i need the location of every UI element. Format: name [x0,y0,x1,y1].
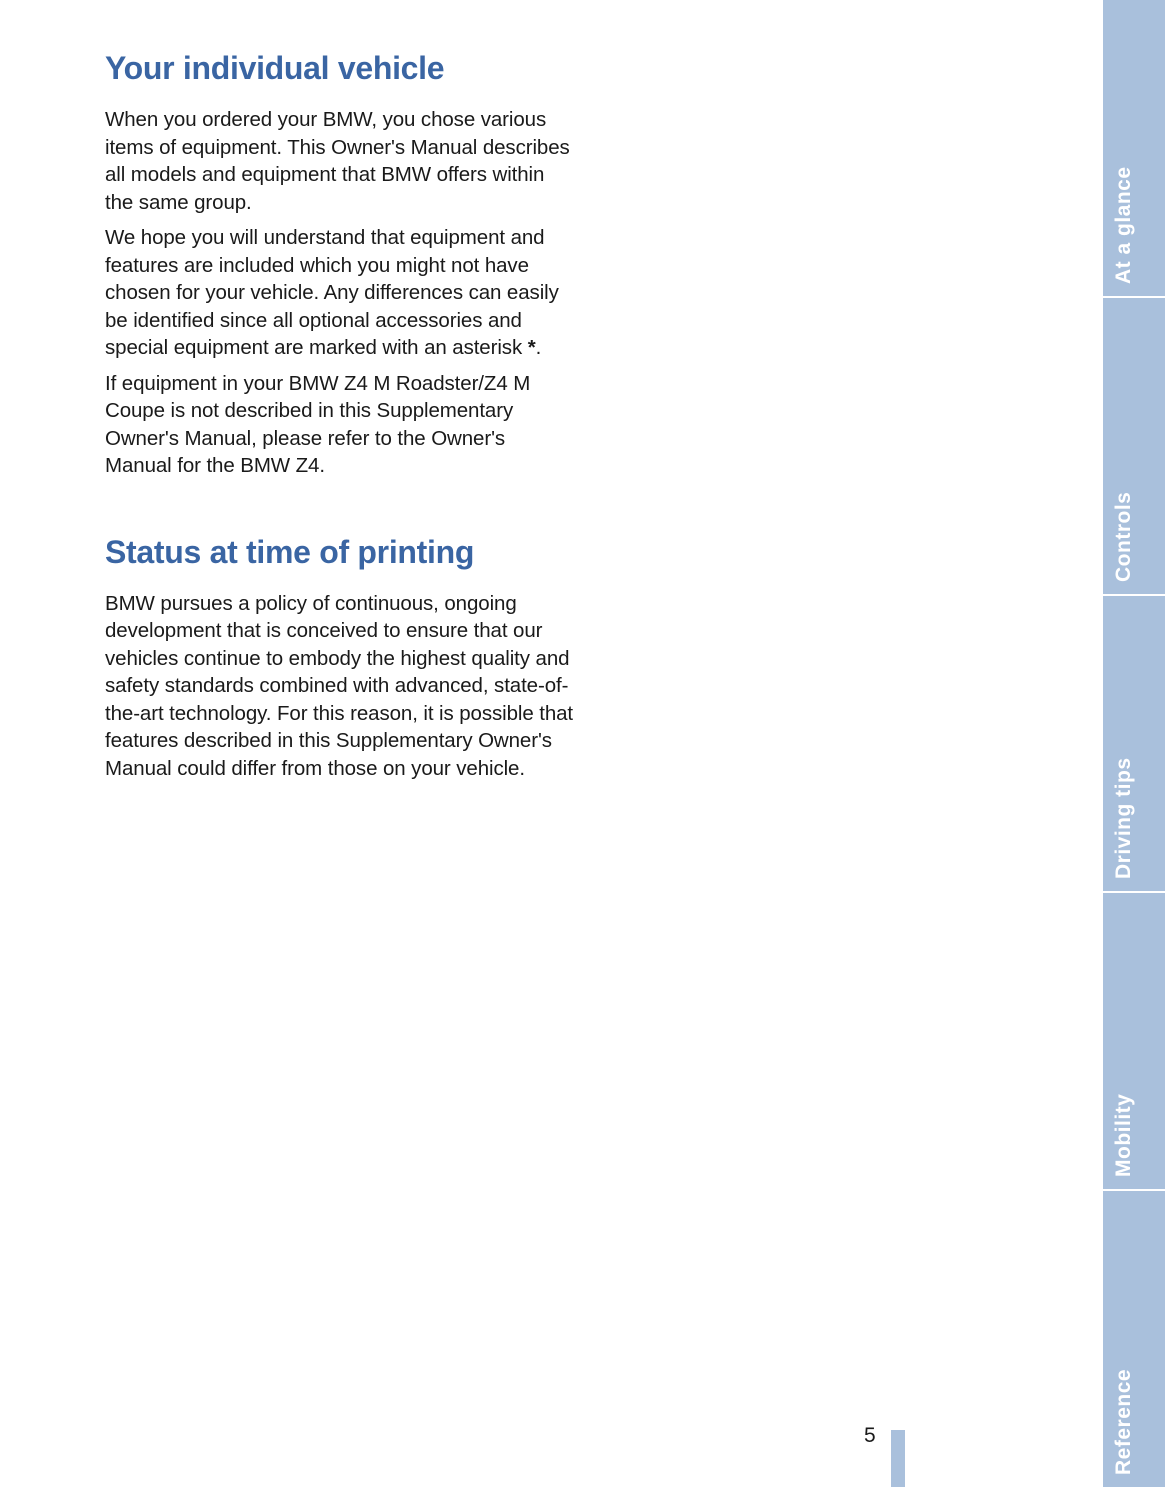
tab-controls[interactable] [1103,298,1165,596]
asterisk-period: . [535,336,542,359]
tab-driving-tips-label: Driving tips [1112,757,1135,879]
tab-controls-label: Controls [1112,491,1135,582]
tab-driving-tips[interactable] [1103,596,1165,893]
asterisk-symbol: * [527,336,536,359]
tab-reference[interactable] [1103,1191,1165,1487]
paragraph-continuous-development: BMW pursues a policy of continuous, ongoing development that is conceived to ensure that our vehicles continue to embody the highest quality and safety standards combined with advanced, state-of-the-art technology. For this reason, it is possible that features described in this Supplementary Owner's Manual could differ from those on your vehicle. [105,591,574,780]
page-number: 5 [864,1424,876,1447]
main-content [105,46,575,790]
page-marker-bar [891,1430,905,1487]
paragraph-refer-owners-manual: If equipment in your BMW Z4 M Roadster/Z4 M Coupe is not described in this Supplementary Owner's Manual, please refer to the Owner's Manual for the BMW Z4. [105,371,531,477]
tab-mobility[interactable] [1103,893,1165,1191]
paragraph-equipment-chosen: When you ordered your BMW, you chose various items of equipment. This Owner's Manual describes all models and equipment that BMW offers within the same group. [105,108,570,214]
tab-at-a-glance[interactable] [1103,0,1165,298]
tab-reference-label: Reference [1112,1368,1135,1475]
tab-at-a-glance-label: At a glance [1112,166,1135,284]
chapter-sidebar [1103,0,1165,1487]
paragraph-equipment-differences-text: We hope you will understand that equipment and features are included which you might not have chosen for your vehicle. Any differences can easily be identified since all optional accessories and special equipment are marked with an asterisk [105,226,559,359]
heading-status-printing: Status at time of printing [105,533,475,570]
paragraph-equipment-differences [105,224,575,362]
tab-mobility-label: Mobility [1112,1093,1135,1177]
heading-individual-vehicle: Your individual vehicle [105,50,445,86]
